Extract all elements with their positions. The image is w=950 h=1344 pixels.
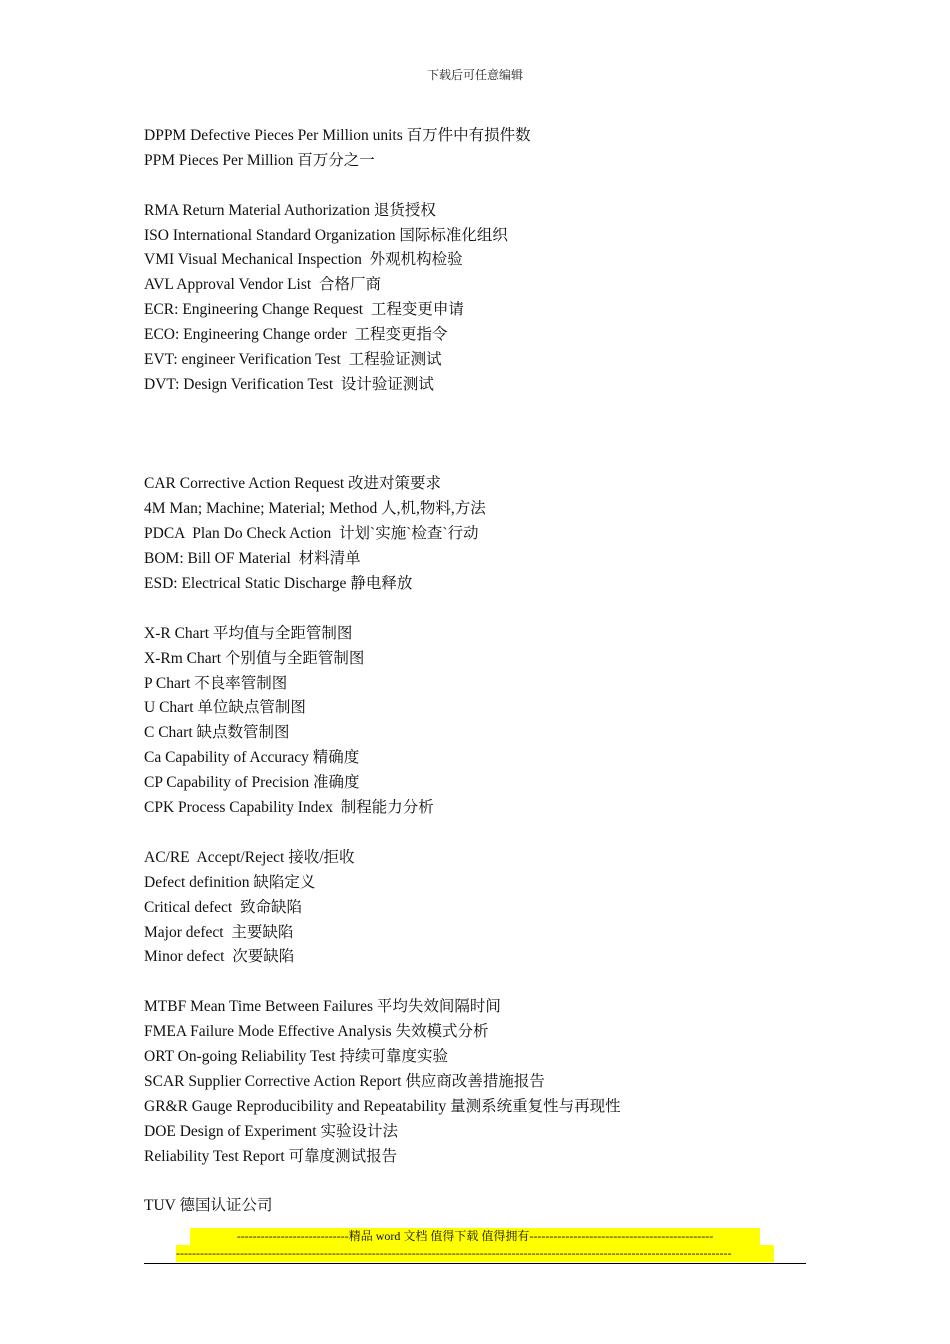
text-line: GR&R Gauge Reproducibility and Repeatability 量测系统重复性与再现性 xyxy=(144,1097,621,1115)
text-line: AC/RE Accept/Reject 接收/拒收 xyxy=(144,848,355,866)
text-line: Minor defect 次要缺陷 xyxy=(144,948,295,966)
blank-line xyxy=(144,1169,824,1194)
footer-banner: ----------------------------精品 word 文档 值得下载 值得拥有---------------------------------------------- xyxy=(190,1228,760,1245)
text-line: EVT: engineer Verification Test 工程验证测试 xyxy=(144,351,442,369)
text-line: VMI Visual Mechanical Inspection 外观机构检验 xyxy=(144,251,463,269)
text-line: PDCA Plan Do Check Action 计划`实施`检查`行动 xyxy=(144,525,479,543)
text-line: ESD: Electrical Static Discharge 静电释放 xyxy=(144,575,413,593)
text-line: CPK Process Capability Index 制程能力分析 xyxy=(144,799,434,817)
blank-line xyxy=(144,597,824,622)
text-line: X-R Chart 平均值与全距管制图 xyxy=(144,624,353,642)
text-line: RMA Return Material Authorization 退货授权 xyxy=(144,201,436,219)
text-line: DVT: Design Verification Test 设计验证测试 xyxy=(144,375,434,393)
document-body xyxy=(144,124,824,1219)
text-line: FMEA Failure Mode Effective Analysis 失效模式分析 xyxy=(144,1023,489,1041)
text-line: DPPM Defective Pieces Per Million units 百万件中有损件数 xyxy=(144,127,531,144)
text-line: CAR Corrective Action Request 改进对策要求 xyxy=(144,475,442,493)
text-line: Critical defect 致命缺陷 xyxy=(144,898,302,916)
footer-dashes: ------------------------------------------------------------------------------------------------------------------------------------------- xyxy=(176,1245,774,1262)
blank-line xyxy=(144,970,824,995)
blank-line xyxy=(144,398,824,423)
blank-line xyxy=(144,174,824,199)
text-line: ISO International Standard Organization 国际标准化组织 xyxy=(144,226,508,244)
text-line: CP Capability of Precision 准确度 xyxy=(144,774,360,792)
text-line: Ca Capability of Accuracy 精确度 xyxy=(144,749,360,767)
text-line: PPM Pieces Per Million 百万分之一 xyxy=(144,151,375,169)
text-line: X-Rm Chart 个别值与全距管制图 xyxy=(144,649,365,667)
blank-line xyxy=(144,423,824,448)
blank-line xyxy=(144,821,824,846)
text-line: C Chart 缺点数管制图 xyxy=(144,724,290,742)
text-line: P Chart 不良率管制图 xyxy=(144,674,288,692)
text-line: DOE Design of Experiment 实验设计法 xyxy=(144,1122,398,1140)
text-line: MTBF Mean Time Between Failures 平均失效间隔时间 xyxy=(144,998,501,1016)
text-line: TUV 德国认证公司 xyxy=(144,1197,273,1215)
text-line: U Chart 单位缺点管制图 xyxy=(144,699,306,717)
blank-line xyxy=(144,448,824,473)
text-line: ECO: Engineering Change order 工程变更指令 xyxy=(144,326,448,344)
text-line: BOM: Bill OF Material 材料清单 xyxy=(144,550,361,568)
page-header: 下载后可任意编辑 xyxy=(426,68,523,82)
footer-rule xyxy=(144,1263,806,1264)
text-line: AVL Approval Vendor List 合格厂商 xyxy=(144,276,381,294)
text-line: ECR: Engineering Change Request 工程变更申请 xyxy=(144,301,464,319)
text-line: 4M Man; Machine; Material; Method 人,机,物料,方法 xyxy=(144,500,486,518)
text-line: Reliability Test Report 可靠度测试报告 xyxy=(144,1147,398,1165)
text-line: Major defect 主要缺陷 xyxy=(144,923,294,941)
text-line: Defect definition 缺陷定义 xyxy=(144,873,316,891)
text-line: ORT On-going Reliability Test 持续可靠度实验 xyxy=(144,1047,448,1065)
text-line: SCAR Supplier Corrective Action Report 供应商改善措施报告 xyxy=(144,1072,545,1090)
